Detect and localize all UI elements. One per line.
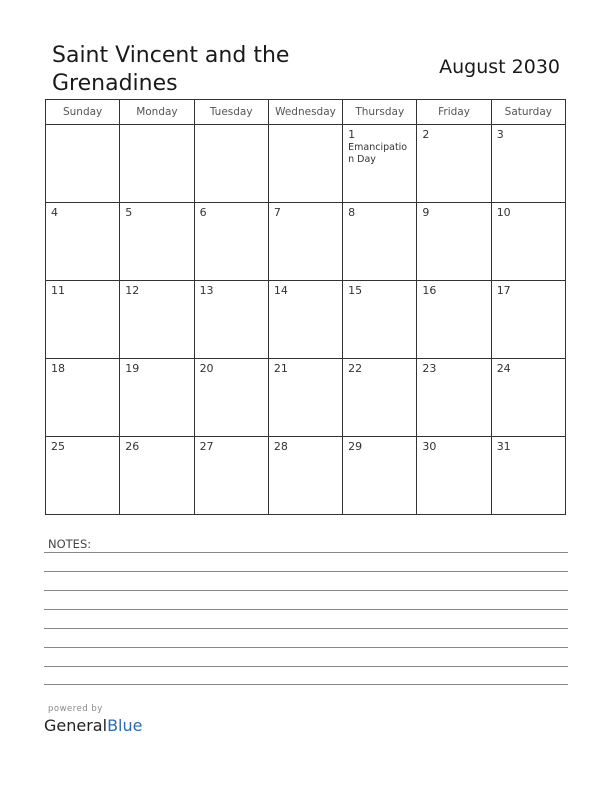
- day-cell: [417, 359, 491, 437]
- day-number: 27: [199, 440, 214, 453]
- calendar-title: Saint Vincent and the Grenadines: [52, 43, 290, 96]
- day-number: 28: [273, 440, 288, 453]
- weekday-header: Tuesday: [194, 100, 268, 125]
- weekday-header: Wednesday: [268, 100, 342, 125]
- day-cell: [194, 281, 268, 359]
- day-cell: [343, 281, 417, 359]
- week-row: [46, 437, 566, 515]
- day-number: 5: [125, 206, 133, 219]
- day-number: 12: [125, 284, 140, 297]
- day-number: 9: [422, 206, 430, 219]
- day-number: 2: [422, 128, 430, 141]
- weekday-header: Thursday: [343, 100, 417, 125]
- day-cell: [343, 437, 417, 515]
- day-cell: [491, 437, 565, 515]
- day-cell: [343, 203, 417, 281]
- day-cell: [120, 203, 194, 281]
- day-cell: [120, 437, 194, 515]
- day-number: 29: [348, 440, 363, 453]
- month-year: August 2030: [439, 56, 560, 78]
- day-cell: [194, 203, 268, 281]
- day-cell: [417, 125, 491, 203]
- day-cell: [268, 359, 342, 437]
- day-number: 22: [348, 362, 363, 375]
- week-row: [46, 125, 566, 203]
- note-line: [44, 628, 568, 629]
- day-cell: [46, 281, 120, 359]
- weekday-header-row: [46, 100, 566, 125]
- day-number: 3: [496, 128, 504, 141]
- day-number: 14: [273, 284, 288, 297]
- day-cell: [46, 125, 120, 203]
- day-cell: [343, 125, 417, 203]
- day-cell: [417, 281, 491, 359]
- day-cell: [120, 281, 194, 359]
- day-number: 21: [273, 362, 288, 375]
- day-number: 18: [51, 362, 65, 375]
- weekday-header: Saturday: [491, 100, 565, 125]
- day-cell: [491, 281, 565, 359]
- holiday-event: Emancipation Day: [348, 142, 408, 165]
- day-number: 17: [496, 284, 511, 297]
- brand-blue: Blue: [107, 716, 143, 735]
- day-number: 19: [125, 362, 140, 375]
- day-number: 6: [199, 206, 207, 219]
- weekday-header: Monday: [120, 100, 194, 125]
- day-number: 13: [199, 284, 214, 297]
- day-number: 16: [422, 284, 437, 297]
- day-number: 7: [273, 206, 281, 219]
- day-cell: [268, 281, 342, 359]
- week-row: [46, 281, 566, 359]
- day-number: 25: [51, 440, 65, 453]
- weekday-header: Sunday: [46, 100, 120, 125]
- day-cell: [268, 125, 342, 203]
- day-number: 20: [199, 362, 214, 375]
- calendar-grid: [45, 99, 566, 515]
- note-line: [44, 647, 568, 648]
- day-number: 11: [51, 284, 65, 297]
- day-cell: [417, 203, 491, 281]
- day-cell: [120, 359, 194, 437]
- day-number: 24: [496, 362, 511, 375]
- note-line: [44, 609, 568, 610]
- note-line: [44, 666, 568, 667]
- brand-general: General: [44, 716, 108, 735]
- day-number: 10: [496, 206, 511, 219]
- day-cell: [194, 359, 268, 437]
- week-row: [46, 203, 566, 281]
- day-number: 8: [348, 206, 356, 219]
- day-cell: [46, 359, 120, 437]
- day-cell: [491, 203, 565, 281]
- day-cell: [268, 203, 342, 281]
- day-cell: [491, 359, 565, 437]
- day-cell: [343, 359, 417, 437]
- day-number: 4: [51, 206, 58, 219]
- day-number: 15: [348, 284, 363, 297]
- note-line: [44, 552, 568, 553]
- brand-logo: [44, 716, 142, 735]
- day-cell: [268, 437, 342, 515]
- notes-label: NOTES:: [48, 537, 92, 551]
- day-number: 30: [422, 440, 437, 453]
- note-line: [44, 684, 568, 685]
- day-cell: [46, 203, 120, 281]
- weekday-header: Friday: [417, 100, 491, 125]
- day-cell: [46, 437, 120, 515]
- week-row: [46, 359, 566, 437]
- day-cell: [194, 437, 268, 515]
- day-cell: [120, 125, 194, 203]
- day-number: 26: [125, 440, 140, 453]
- day-number: 31: [496, 440, 511, 453]
- note-line: [44, 571, 568, 572]
- day-cell: [194, 125, 268, 203]
- day-number: 23: [422, 362, 437, 375]
- note-line: [44, 590, 568, 591]
- day-cell: [417, 437, 491, 515]
- powered-by-text: powered by: [48, 704, 103, 714]
- day-number: 1: [348, 128, 356, 141]
- day-cell: [491, 125, 565, 203]
